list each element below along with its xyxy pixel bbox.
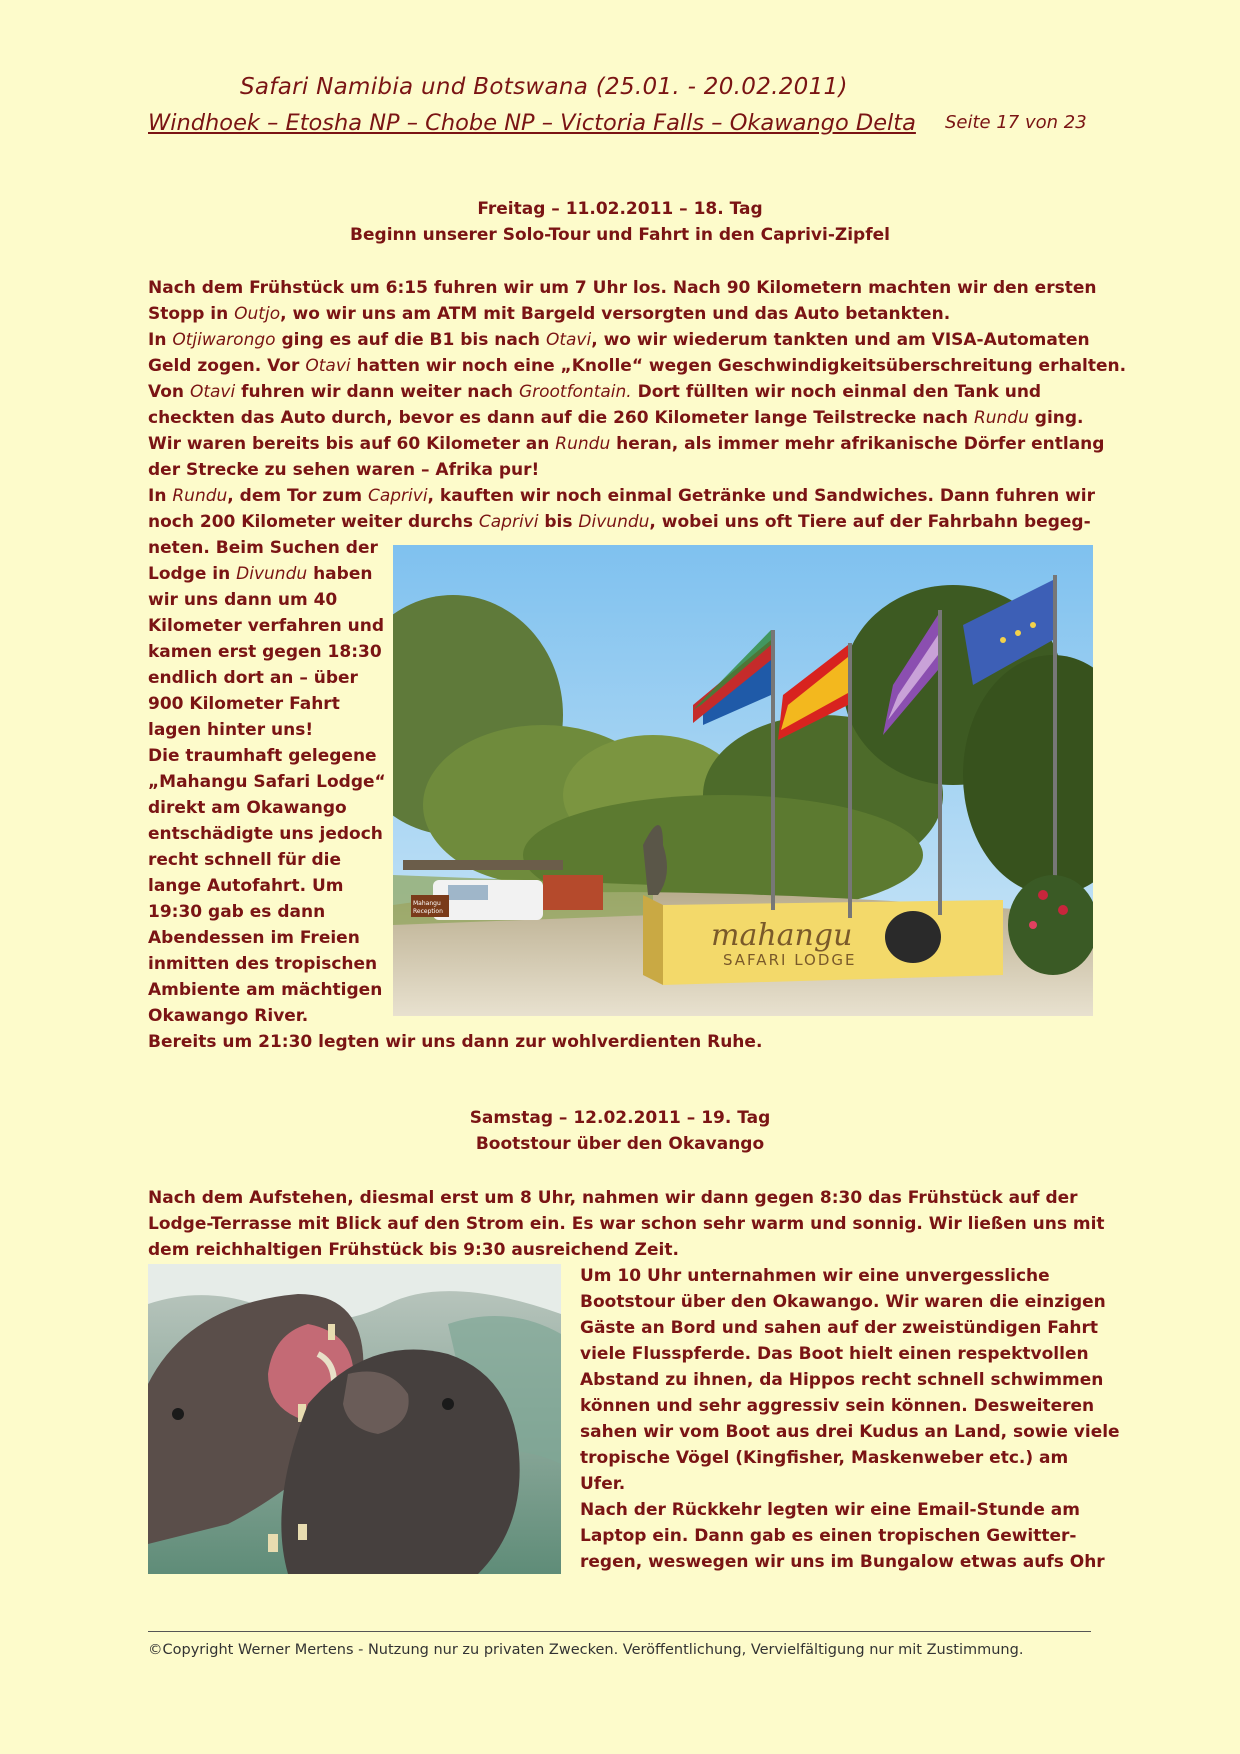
day1-line-5: Von Otavi fuhren wir dann weiter nach Grootfontain. Dort füllten wir noch einmal den Tank und xyxy=(148,382,1042,402)
day1-line-8: der Strecke zu sehen waren – Afrika pur! xyxy=(148,460,540,480)
day2-side-line: tropische Vögel (Kingfisher, Maskenweber etc.) am xyxy=(580,1448,1069,1468)
day1-side-line: Kilometer verfahren und xyxy=(148,616,384,636)
day1-subtitle: Beginn unserer Solo-Tour und Fahrt in den Caprivi-Zipfel xyxy=(350,225,890,245)
day1-title: Freitag – 11.02.2011 – 18. Tag xyxy=(477,199,763,219)
lodge-photo xyxy=(393,545,1093,1016)
day2-subtitle: Bootstour über den Okavango xyxy=(475,1134,765,1154)
flagpole-namibia xyxy=(771,630,775,910)
day2-side-column xyxy=(580,1263,1120,1575)
reception-sign-text-1: Mahangu xyxy=(413,900,441,907)
day2-line-2: Lodge-Terrasse mit Blick auf den Strom ein. Es war schon sehr warm und sonnig. Wir ließen uns mit xyxy=(148,1214,1105,1234)
day1-side-line: lagen hinter uns! xyxy=(148,720,314,740)
route-subtitle: Windhoek – Etosha NP – Chobe NP – Victoria Falls – Okawango Delta xyxy=(148,110,916,136)
day2-side-line: regen, weswegen wir uns im Bungalow etwas aufs Ohr xyxy=(580,1552,1105,1572)
day2-title: Samstag – 12.02.2011 – 19. Tag xyxy=(469,1108,771,1128)
day1-side-line: inmitten des tropischen xyxy=(148,954,378,974)
day1-side-line: direkt am Okawango xyxy=(148,798,347,818)
day1-side-line: Lodge in Divundu haben xyxy=(148,564,373,584)
day2-side-line: Ufer. xyxy=(580,1474,626,1494)
day1-side-line: Okawango River. xyxy=(148,1006,309,1026)
sign-text-main: mahangu xyxy=(711,918,853,953)
day1-line-10: noch 200 Kilometer weiter durchs Caprivi bis Divundu, wobei uns oft Tiere auf der Fahrbahn begeg- xyxy=(148,512,1091,532)
day2-side-line: Abstand zu ihnen, da Hippos recht schnell schwimmen xyxy=(580,1370,1104,1390)
day2-side-line: können und sehr aggressiv sein können. Desweiteren xyxy=(580,1396,1095,1416)
day1-line-9: In Rundu, dem Tor zum Caprivi, kauften wir noch einmal Getränke und Sandwiches. Dann fuhren wir xyxy=(148,486,1096,506)
day1-side-line: Die traumhaft gelegene xyxy=(148,746,377,766)
day1-side-line: recht schnell für die xyxy=(148,850,341,870)
day1-line-6: checkten das Auto durch, bevor es dann auf die 260 Kilometer lange Teilstrecke nach Rundu ging. xyxy=(148,408,1084,428)
day1-line-3: In Otjiwarongo ging es auf die B1 bis nach Otavi, wo wir wiederum tankten und am VISA-Automaten xyxy=(148,330,1090,350)
flagpole-germany xyxy=(938,610,942,915)
day1-side-line: endlich dort an – über xyxy=(148,668,358,688)
day1-side-line: Abendessen im Freien xyxy=(148,928,360,948)
day1-side-line: 19:30 gab es dann xyxy=(148,902,326,922)
day2-side-line: Gäste an Bord und sahen auf der zweistündigen Fahrt xyxy=(580,1318,1098,1338)
day2-side-line: Laptop ein. Dann gab es einen tropischen Gewitter- xyxy=(580,1526,1077,1546)
hippo-photo xyxy=(148,1264,561,1574)
day1-side-line: lange Autofahrt. Um xyxy=(148,876,344,896)
day1-side-line: Ambiente am mächtigen xyxy=(148,980,383,1000)
day2-side-line: viele Flusspferde. Das Boot hielt einen respektvollen xyxy=(580,1344,1089,1364)
day1-paragraph xyxy=(148,275,1126,535)
day1-closing: Bereits um 21:30 legten wir uns dann zur wohlverdienten Ruhe. xyxy=(148,1032,763,1052)
day1-side-line: neten. Beim Suchen der xyxy=(148,538,378,558)
day1-side-line: entschädigte uns jedoch xyxy=(148,824,383,844)
day1-line-4: Geld zogen. Vor Otavi hatten wir noch eine „Knolle“ wegen Geschwindigkeitsüberschreitung erhalten. xyxy=(148,356,1127,376)
day2-side-line: sahen wir vom Boot aus drei Kudus an Land, sowie viele xyxy=(580,1422,1120,1442)
day2-side-line: Bootstour über den Okawango. Wir waren die einzigen xyxy=(580,1292,1106,1312)
day2-heading xyxy=(0,1105,1240,1157)
page-number: Seite 17 von 23 xyxy=(945,112,1087,133)
copyright-footer: ©Copyright Werner Mertens - Nutzung nur zu privaten Zwecken. Veröffentlichung, Vervielfältigung nur mit Zustimmung. xyxy=(148,1642,1024,1658)
lodge-photo-illustration xyxy=(393,545,1093,1016)
day2-line-3: dem reichhaltigen Frühstück bis 9:30 ausreichend Zeit. xyxy=(148,1240,679,1260)
day1-side-line: „Mahangu Safari Lodge“ xyxy=(148,772,386,792)
day2-paragraph xyxy=(148,1185,1105,1263)
day1-heading xyxy=(0,196,1240,248)
day1-line-7: Wir waren bereits bis auf 60 Kilometer an Rundu heran, als immer mehr afrikanische Dörfer entlang xyxy=(148,434,1105,454)
day1-side-line: 900 Kilometer Fahrt xyxy=(148,694,340,714)
footer-divider xyxy=(148,1631,1091,1632)
document-title: Safari Namibia und Botswana (25.01. - 20.02.2011) xyxy=(240,74,848,100)
day2-side-line: Nach der Rückkehr legten wir eine Email-Stunde am xyxy=(580,1500,1080,1520)
hippo-photo-illustration xyxy=(148,1264,561,1574)
day1-line-1: Nach dem Frühstück um 6:15 fuhren wir um 7 Uhr los. Nach 90 Kilometern machten wir den ersten xyxy=(148,278,1097,298)
day1-side-line: wir uns dann um 40 xyxy=(148,590,338,610)
reception-sign-text-2: Reception xyxy=(413,908,443,915)
day2-side-line: Um 10 Uhr unternahmen wir eine unvergessliche xyxy=(580,1266,1050,1286)
day1-side-line: kamen erst gegen 18:30 xyxy=(148,642,382,662)
day2-line-1: Nach dem Aufstehen, diesmal erst um 8 Uhr, nahmen wir dann gegen 8:30 das Frühstück auf der xyxy=(148,1188,1078,1208)
flagpole-spain xyxy=(848,643,852,918)
flagpole-eu xyxy=(1053,575,1057,915)
sign-text-sub: SAFARI LODGE xyxy=(723,951,857,969)
day1-line-2: Stopp in Outjo, wo wir uns am ATM mit Bargeld versorgten und das Auto betankten. xyxy=(148,304,951,324)
